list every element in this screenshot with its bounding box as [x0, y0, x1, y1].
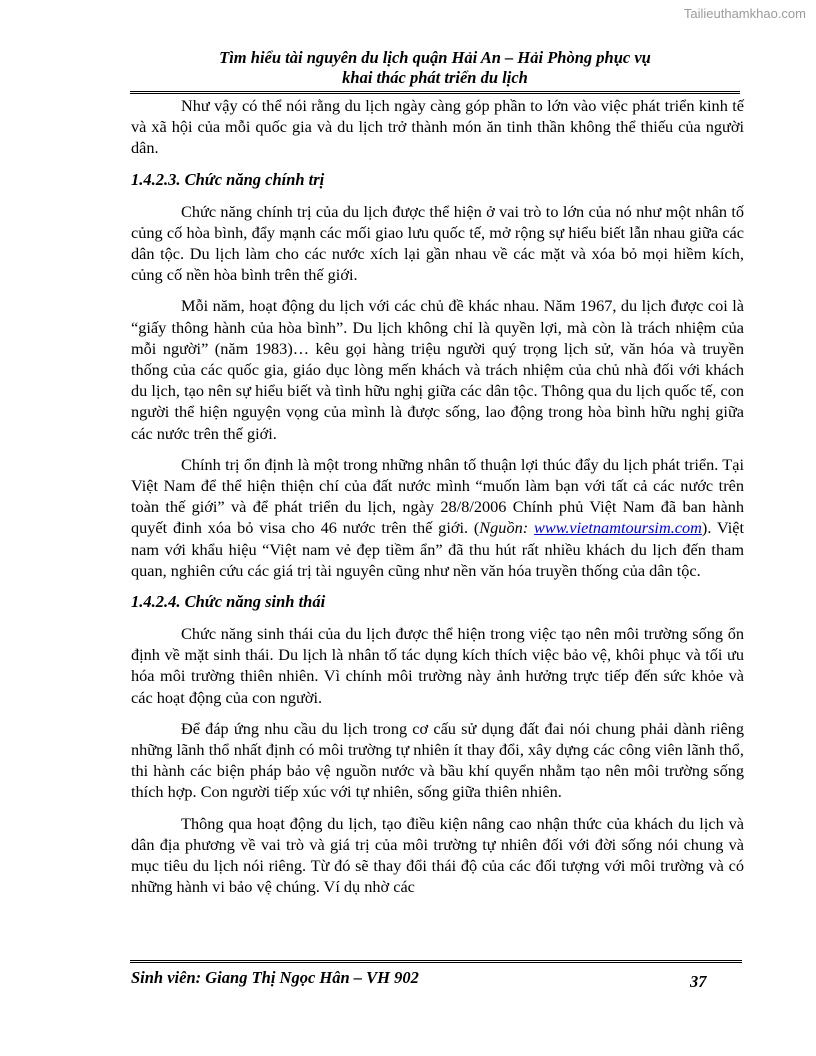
paragraph-intro: Như vậy có thể nói rằng du lịch ngày càng góp phần to lớn vào việc phát triển kinh tế và xã hội của mỗi quốc gia và du lịch trở thành món ăn tinh thần không thể thiếu của người dân.	[131, 96, 744, 158]
paragraph-ecological-3: Thông qua hoạt động du lịch, tạo điều kiện nâng cao nhận thức của khách du lịch và dân địa phương về vai trò và giá trị của môi trường tự nhiên đối với đời sống nói chung và mục tiêu du lịch nói riêng. Từ đó sẽ thay đổi thái độ của các đối tượng với môi trường và có những hành vi bảo vệ chúng. Ví dụ nhờ các	[131, 813, 744, 897]
footer-student: Sinh viên: Giang Thị Ngọc Hân – VH 902	[131, 968, 419, 987]
section-heading-1423: 1.4.2.3. Chức năng chính trị	[131, 169, 325, 189]
header-rule	[130, 91, 740, 94]
paragraph-political-3	[131, 454, 744, 581]
source-link[interactable]: www.vietnamtoursim.com	[533, 518, 702, 538]
paragraph-text: Chính trị ổn định là một trong những nhân tố thuận lợi thúc đẩy du lịch phát triển. Tại Việt Nam để thể hiện thiện chí của đất nước mình “muốn làm bạn với tất cả các nước trên toàn thế giới” và để phát triển du lịch, ngày 28/8/2006 Chính phủ Việt Nam đã ban hành quyết đinh xóa bỏ visa cho 46 nước trên thế giới. (	[131, 454, 744, 538]
paragraph-ecological-1: Chức năng sinh thái của du lịch được thể hiện trong việc tạo nên môi trường sống ổn định về mặt sinh thái. Du lịch là nhân tố tác dụng kích thích việc bảo vệ, khôi phục và tối ưu hóa môi trường thiên nhiên. Vì chính môi trường này ảnh hưởng trực tiếp đến sức khỏe và các hoạt động của con người.	[131, 624, 744, 707]
paragraph-text: ). Việt nam với khẩu hiệu “Việt nam vẻ đẹp tiềm ẩn” đã thu hút rất nhiều khách du lịch đến tham quan, nghiên cứu các giá trị tài nguyên cũng như nền văn hóa truyền thống của dân tộc.	[131, 518, 744, 580]
paragraph-ecological-2: Để đáp ứng nhu cầu du lịch trong cơ cấu sử dụng đất đai nói chung phải dành riêng những lãnh thổ nhất định có môi trường tự nhiên ít thay đổi, xây dựng các công viên lãnh thổ, thi hành các biện pháp bảo vệ nguồn nước và bầu khí quyển nhằm tạo nên môi trường sống thích hợp. Con người tiếp xúc với tự nhiên, sống giữa thiên nhiên.	[131, 718, 744, 802]
footer-rule	[130, 960, 742, 963]
paragraph-political-2: Mỗi năm, hoạt động du lịch với các chủ đề khác nhau. Năm 1967, du lịch được coi là “giấy thông hành của hòa bình”. Du lịch không chỉ là quyền lợi, mà còn là trách nhiệm của mỗi người” (năm 1983)… kêu gọi hàng triệu người quý trọng lịch sử, văn hóa và truyền thống của các quốc gia, giáo dục lòng mến khách và trách nhiệm của chủ nhà đối với khách du lịch, tạo nên sự hiểu biết và tình hữu nghị giữa các dân tộc. Thông qua du lịch quốc tế, con người thể hiện nguyện vọng của mình là được sống, lao động trong hòa bình hữu nghị giữa các nước trên thế giới.	[131, 296, 744, 443]
page-number: 37	[690, 972, 707, 991]
watermark: Tailieuthamkhao.com	[683, 6, 806, 21]
section-heading-1424: 1.4.2.4. Chức năng sinh thái	[131, 592, 326, 612]
header-title-line-1: Tìm hiểu tài nguyên du lịch quận Hải An – Hải Phòng phục vụ	[219, 48, 651, 67]
header-title-line-2: khai thác phát triển du lịch	[342, 68, 528, 87]
document-body	[131, 95, 744, 908]
page-header	[130, 48, 740, 88]
source-label: Nguồn:	[479, 518, 534, 538]
paragraph-political-1: Chức năng chính trị của du lịch được thể hiện ở vai trò to lớn của nó như một nhân tố củng cố hòa bình, đẩy mạnh các mối giao lưu quốc tế, mở rộng sự hiểu biết lẫn nhau giữa các dân tộc. Du lịch làm cho các nước xích lại gần nhau về các mặt và xóa bỏ mọi hiềm kích, củng cố nền hòa bình trên thế giới.	[131, 201, 744, 285]
